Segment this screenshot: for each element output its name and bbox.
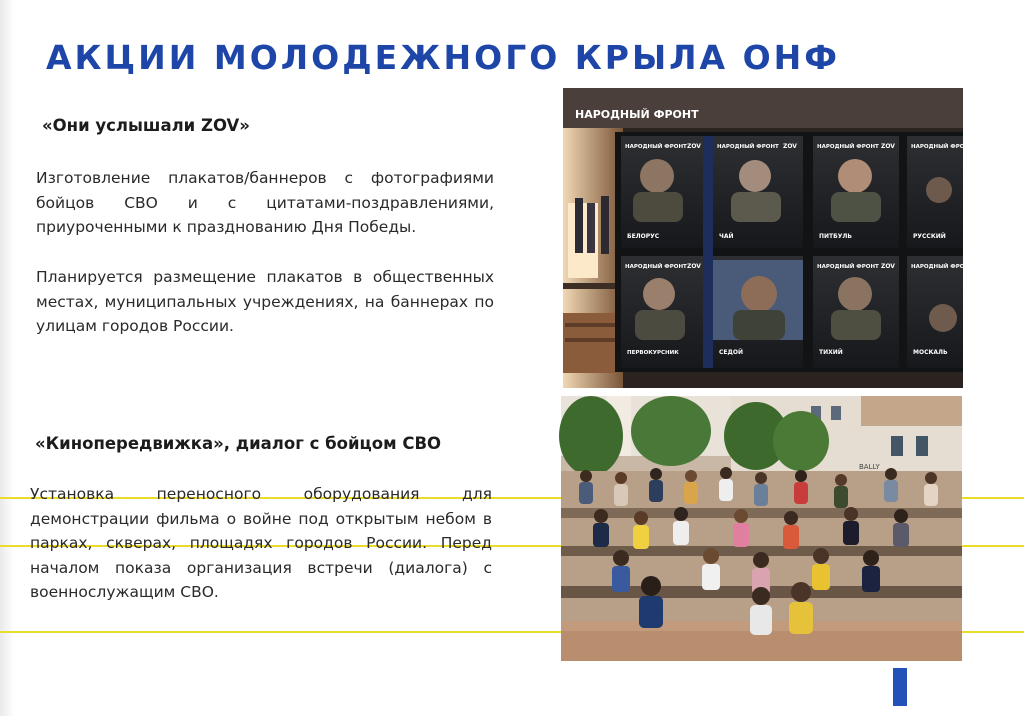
open-air-screening-photo-image xyxy=(561,396,962,661)
posters-photo xyxy=(563,88,973,388)
page-title: АКЦИИ МОЛОДЕЖНОГО КРЫЛА ОНФ xyxy=(46,38,840,77)
svg-text:ZOV: ZOV xyxy=(783,143,797,150)
svg-text:НАРОДНЫЙ ФРОНТ: НАРОДНЫЙ ФРОНТ xyxy=(911,264,973,270)
corner-accent-bar xyxy=(893,668,907,706)
svg-text:РУССКИЙ: РУССКИЙ xyxy=(913,233,946,240)
svg-text:НАРОДНЫЙ ФРОНТ: НАРОДНЫЙ ФРОНТ xyxy=(911,144,973,150)
svg-text:ZOV: ZOV xyxy=(687,263,701,270)
svg-text:НАРОДНЫЙ ФРОНТ: НАРОДНЫЙ ФРОНТ xyxy=(717,144,779,150)
venue-sign: НАРОДНЫЙ ФРОНТ xyxy=(575,108,699,121)
section-heading-kinoperedvizhka: «Кинопередвижка», диалог с бойцом СВО xyxy=(35,434,442,453)
svg-text:НАРОДНЫЙ ФРОНТ: НАРОДНЫЙ ФРОНТ xyxy=(817,264,879,270)
svg-text:ZOV: ZOV xyxy=(687,143,701,150)
svg-text:ПЕРВОКУРСНИК: ПЕРВОКУРСНИК xyxy=(627,350,679,356)
posters-photo-image xyxy=(563,88,973,388)
svg-text:СЕДОЙ: СЕДОЙ xyxy=(719,349,743,356)
svg-text:МОСКАЛЬ: МОСКАЛЬ xyxy=(913,349,948,356)
section-zov-paragraph-2: Планируется размещение плакатов в общественных местах, муниципальных учреждениях, на баннерах по улицам городов России. xyxy=(36,268,494,335)
svg-text:НАРОДНЫЙ ФРОНТ: НАРОДНЫЙ ФРОНТ xyxy=(625,264,687,270)
svg-text:НАРОДНЫЙ ФРОНТ: НАРОДНЫЙ ФРОНТ xyxy=(817,144,879,150)
svg-text:ТИХИЙ: ТИХИЙ xyxy=(819,349,843,356)
svg-text:БЕЛОРУС: БЕЛОРУС xyxy=(627,233,660,240)
svg-text:НАРОДНЫЙ ФРОНТ: НАРОДНЫЙ ФРОНТ xyxy=(625,144,687,150)
page-left-edge-shadow xyxy=(0,0,14,716)
section-zov-paragraph-1: Изготовление плакатов/баннеров с фотографиями бойцов СВО и с цитатами-поздравлениями, приуроченными к празднованию Дня Победы. xyxy=(36,169,494,236)
svg-text:ПИТБУЛЬ: ПИТБУЛЬ xyxy=(819,233,852,240)
svg-text:ЧАЙ: ЧАЙ xyxy=(719,233,734,240)
storefront-sign: BALLY xyxy=(859,463,880,471)
section-heading-zov: «Они услышали ZOV» xyxy=(42,116,250,135)
svg-text:ZOV: ZOV xyxy=(881,263,895,270)
section-kino-paragraph-1: Установка переносного оборудования для демонстрации фильма о войне под открытым небом в парках, скверах, площадях городов России. Перед началом показа организация встречи (диалога) с военнослужащим СВО. xyxy=(30,485,492,601)
svg-text:ZOV: ZOV xyxy=(881,143,895,150)
open-air-screening-photo xyxy=(561,396,962,661)
